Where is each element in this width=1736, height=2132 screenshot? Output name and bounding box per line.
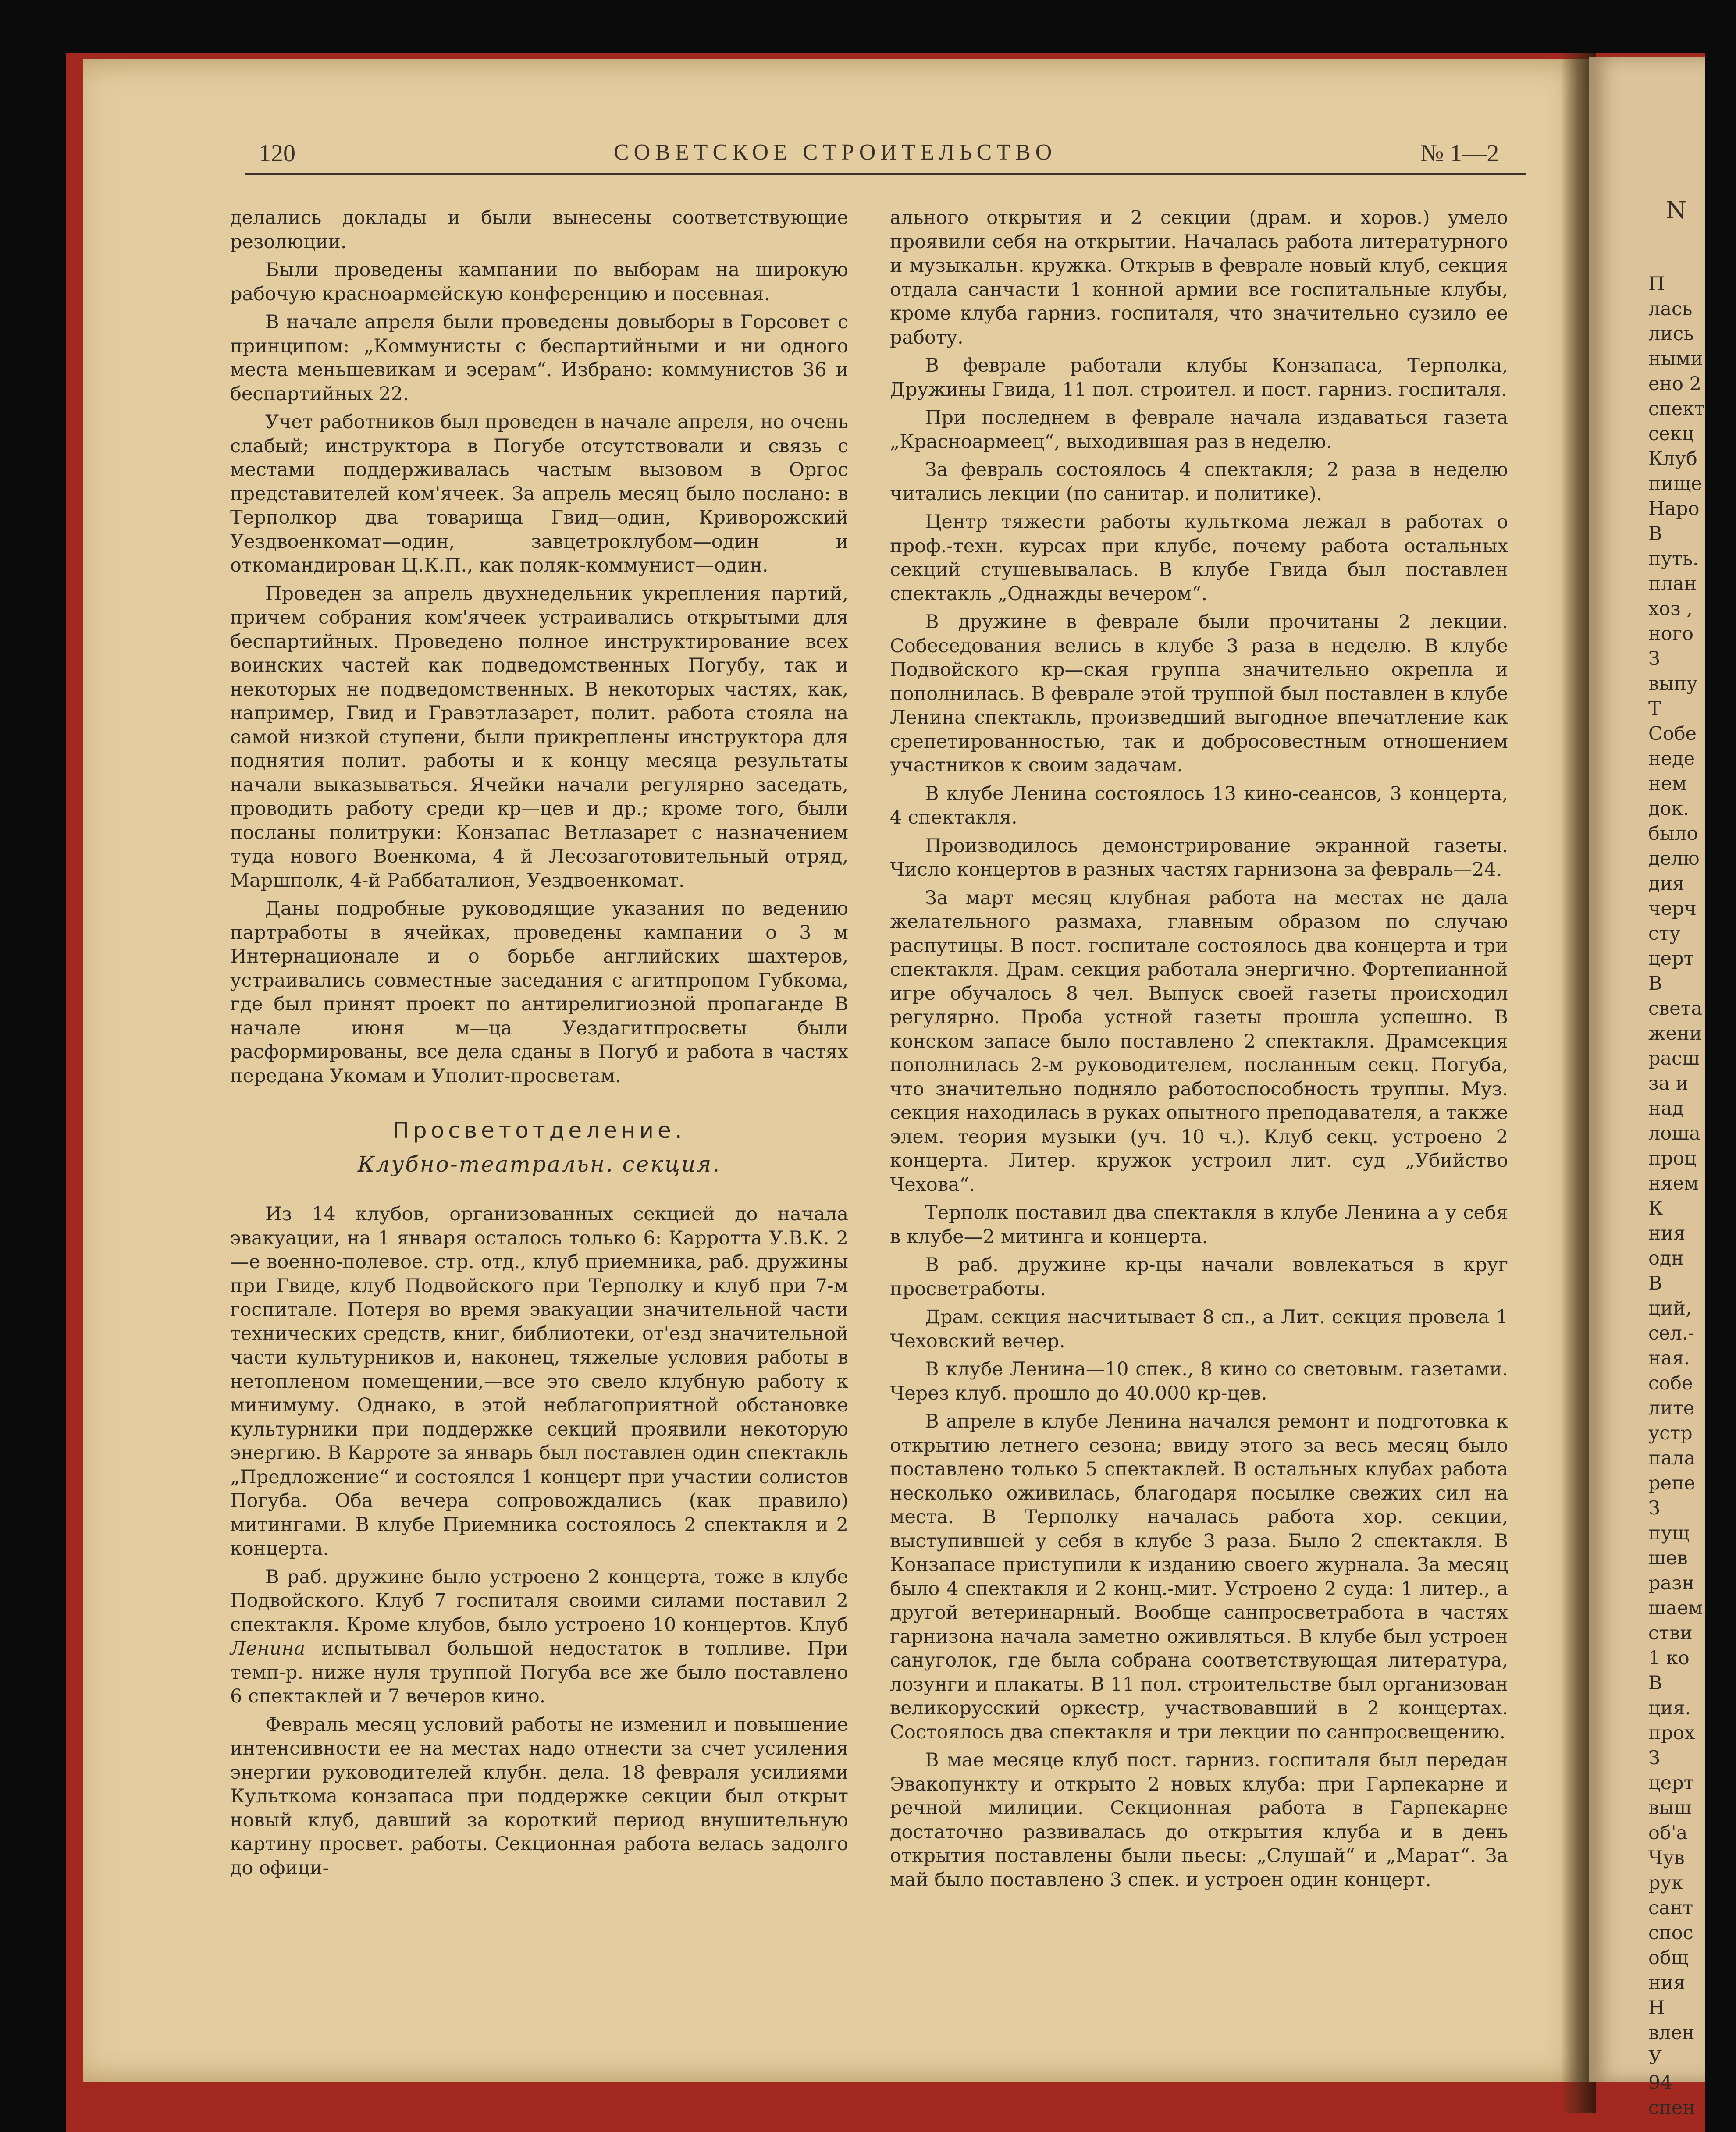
paragraph: Из 14 клубов, организованных секцией до начала эвакуации, на 1 января осталось только 6: Карротта У.В.К. 2—е военно-полевое. стр. отд., клуб приемника, раб. дружины при Гвиде, клуб Подвойского при Терполку и клуб при 7-м госпитале. Потеря во время эвакуации значительной части технических средств, книг, библиотеки, от'езд значительной части культурников и, наконец, тяжелые условия работы в нетопленом помещении,—все это свело клубную работу к минимуму. Однако, в этой неблагоприятной обстановке культурники при поддержке секций проявили некоторую энергию. В Карроте за январь был поставлен один спектакль „Предложение“ и состоялся 1 концерт при участии солистов Погуба. Оба вечера сопровождались (как правило) митингами. В клубе Приемника состоялось 2 спектакля и 2 концерта. bbox=[230, 1203, 848, 1560]
paragraph: Центр тяжести работы культкома лежал в работах о проф.-техн. курсах при клубе, почему работа остальных секций стушевывалась. В клубе Гвида был поставлен спектакль „Однажды вечером“. bbox=[890, 511, 1508, 605]
paragraph-part: испытывал большой недостаток в топливе. При темп-р. ниже нуля труппой Погуба все же было поставлено 6 спектаклей и 7 вечеров кино. bbox=[230, 1638, 848, 1707]
paragraph: Учет работников был проведен в начале апреля, но очень слабый; инструктора в Погубе отсутствовали и связь с местами поддерживалась частым вызовом в Оргос представителей ком'ячеек. За апрель месяц было послано: в Терполкор два товарища Гвид—один, Криворожский Уездвоенкомат—один, завцетроклубом—один и откомандирован Ц.К.П., как поляк-коммунист—один. bbox=[230, 411, 848, 576]
paragraph: Проведен за апрель двухнедельник укрепления партий, причем собрания ком'ячеек устраивались открытыми для беспартийных. Проведено полное инструктирование всех воинских частей как подведомственных Погубу, так и некоторых не подведомственных. В некоторых частях, как, например, Гвид и Гравэтлазарет, полит. работа стояла на самой низкой ступени, были прикреплены инструктора для поднятия полит. работы и к концу месяца результаты начали выказываться. Ячейки начали регулярно заседать, проводить работу среди кр—цев и др.; кроме того, были посланы политруки: Конзапас Ветлазарет с назначением туда нового Военкома, 4 й Лесозаготовительный отряд, Маршполк, 4-й Раббаталион, Уездвоенкомат. bbox=[230, 583, 848, 892]
paragraph bbox=[230, 1565, 848, 1709]
paragraph: Производилось демонстрирование экранной газеты. Число концертов в разных частях гарнизона за февраль—24. bbox=[890, 835, 1508, 881]
paragraph-part: В раб. дружине было устроено 2 концерта, тоже в клубе Подвойского. Клуб 7 госпиталя своими силами поставил 2 спектакля. Кроме клубов, было устроено 10 концертов. Клуб bbox=[230, 1566, 848, 1636]
section-subtitle: Клубно-театральн. секция. bbox=[357, 1151, 721, 1177]
section-title: Просветотделение. bbox=[392, 1118, 686, 1143]
paragraph: В дружине в феврале были прочитаны 2 лекции. Собеседования велись в клубе 3 раза в неделю. В клубе Подвойского кр—ская группа значительно окрепла и пополнилась. В феврале этой труппой был поставлен в клубе Ленина спектакль, произведший выгодное впечатление как срепетированностью, так и добросовестным отношением участников к своим задачам. bbox=[890, 611, 1508, 776]
paragraph: При последнем в феврале начала издаваться газета „Красноармеец“, выходившая раз в неделю. bbox=[890, 407, 1508, 453]
paragraph: В раб. дружине кр-цы начали вовлекаться в круг просветработы. bbox=[890, 1254, 1508, 1300]
paragraph: Февраль месяц условий работы не изменил и повышение интенсивности ее на местах надо отнести за счет усиления энергии руководителей клубн. дела. 18 февраля усилиями Культкома конзапаса при поддержке секции был открыт новый клуб, давший за короткий период внушительную картину просвет. работы. Секционная работа велась задолго до офици- bbox=[230, 1713, 848, 1879]
right-page bbox=[1589, 57, 1705, 2119]
paragraph: ального открытия и 2 секции (драм. и хоров.) умело проявили себя на открытии. Началась работа литературного и музыкальн. кружка. Открыв в феврале новый клуб, секция отдала санчасти 1 конной армии все госпитальные клубы, кроме клуба гарниз. госпиталя, что значительно сузило ее работу. bbox=[890, 207, 1508, 348]
paragraph: Даны подробные руководящие указания по ведению партработы в ячейках, проведены кампании о 3 м Интернационале и о борьбе английских шахтеров, устраивались совместные заседания с агитпропом Губкома, где был принят проект по антирелигиозной пропаганде В начале июня м—ца Уездагитпросветы были расформированы, все дела сданы в Погуб и работа в частях передана Укомам и Уполит-просветам. bbox=[230, 898, 848, 1087]
paragraph: Были проведены кампании по выборам на широкую рабочую красноармейскую конференцию и посевная. bbox=[230, 259, 848, 305]
paragraph: В начале апреля были проведены довыборы в Горсовет с принципом: „Коммунисты с беспартийными и ни одного места меньшевикам и эсерам“. Избрано: коммунистов 36 и беспартийных 22. bbox=[230, 311, 848, 405]
paragraph: За март месяц клубная работа на местах не дала желательного размаха, главным образом по случаю распутицы. В пост. госпитале состоялось два концерта и три спектакля. Драм. секция работала энергично. Фортепианной игре обучалось 8 чел. Выпуск своей газеты происходил регулярно. Проба устной газеты прошла успешно. В конском запасе было поставлено 2 спектакля. Драмсекция пополнилась 2-м руководителем, посланным секц. Погуба, что значительно подняло работоспособность труппы. Муз. секция находилась в руках опытного преподавателя, а также элем. теория музыки (уч. 10 ч.). Клуб секц. устроено 2 концерта. Литер. кружок устроил лит. суд „Убийство Чехова“. bbox=[890, 887, 1508, 1196]
right-page-text-fragments: П лась лись ными ено 2 спект секц Клуб пище Наро В путь. план хоз , ного З выпу Т Собе неде нем док. было делю дия черч сту церт В света жени расш за и над лоша проц няем К ния одн В ций, сел.- ная. собе лите устр пала репе З пущ шев разн шаем стви 1 ко В ция. прох З церт выш об'а Чув рук сант спос общ ния Н влен У 94 спен bbox=[1648, 273, 1705, 2119]
right-page-header: N bbox=[1666, 196, 1687, 224]
journal-title: СОВЕТСКОЕ СТРОИТЕЛЬСТВО bbox=[614, 140, 1057, 165]
paragraph: В апреле в клубе Ленина начался ремонт и подготовка к открытию летнего сезона; ввиду этого за весь месяц было поставлено только 5 спектаклей. В остальных клубах работа несколько оживилась, благодаря посылке свежих сил на места. В Терполку началась работа хор. секции, выступившей у себя в клубе 3 раза. Было 2 спектакля. В Конзапасе приступили к изданию своего журнала. За месяц было 4 спектакля и 2 конц.-мит. Устроено 2 суда: 1 литер., а другой ветеринарный. Вообще санпросветработа в частях гарнизона начала заметно оживляться. В клубе был устроен санугoлок, где была собрана соответствующая литература, лозунги и плакаты. В 11 пол. строительстве был организован великорусский оркестр, участвовавший в 2 концертах. Состоялось два спектакля и три лекции по санпросвещению. bbox=[890, 1411, 1508, 1743]
paragraph: В мае месяце клуб пост. гарниз. госпиталя был передан Эвакопункту и открыто 2 новых клуба: при Гарпекарне и речной милиции. Секционная работа в Гарпекарне достаточно развивалась до открытия клуба и в день открытия поставлены были пьесы: „Слушай“ и „Марат“. За май было поставлено 3 спек. и устроен один концерт. bbox=[890, 1749, 1508, 1891]
left-column bbox=[230, 206, 848, 1884]
paragraph: За февраль состоялось 4 спектакля; 2 раза в неделю читались лекции (по санитар. и политике). bbox=[890, 459, 1508, 505]
header-rule bbox=[245, 173, 1526, 175]
page-number: 120 bbox=[259, 140, 295, 167]
right-column bbox=[890, 206, 1508, 1896]
paragraph: Драм. секция насчитывает 8 сп., а Лит. секция провела 1 Чеховский вечер. bbox=[890, 1306, 1508, 1352]
paragraph: В клубе Ленина—10 спек., 8 кино со световым. газетами. Через клуб. прошло до 40.000 кр-цев. bbox=[890, 1358, 1508, 1404]
paragraph: В клубе Ленина состоялось 13 кино-сеансов, 3 концерта, 4 спектакля. bbox=[890, 782, 1508, 828]
issue-number: № 1—2 bbox=[1420, 140, 1499, 167]
paragraph: В феврале работали клубы Конзапаса, Терполка, Дружины Гвида, 11 пол. строител. и пост. гарниз. госпиталя. bbox=[890, 355, 1508, 401]
paragraph: делались доклады и были вынесены соответствующие резолюции. bbox=[230, 207, 848, 253]
italic-club-name: Ленина bbox=[230, 1638, 306, 1659]
paragraph: Терполк поставил два спектакля в клубе Ленина а у себя в клубе—2 митинга и концерта. bbox=[890, 1202, 1508, 1248]
